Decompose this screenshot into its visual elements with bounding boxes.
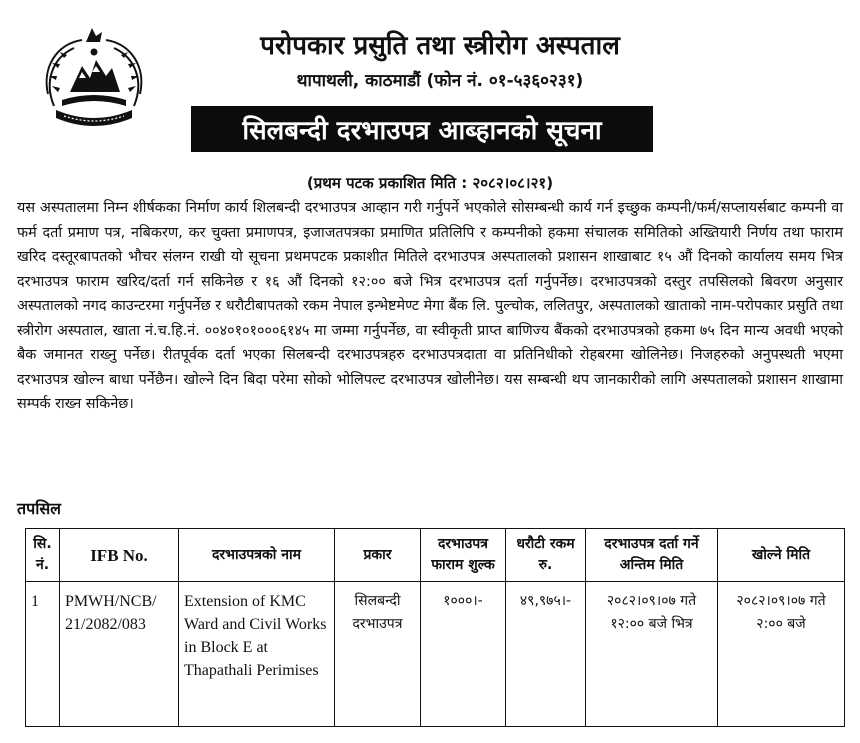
cell-form-fee: १०००।- (421, 582, 506, 727)
schedule-heading: तपसिल (17, 499, 62, 518)
cell-type: सिलबन्दी दरभाउपत्र (335, 582, 421, 727)
org-name: परोपकार प्रसुति तथा स्त्रीरोग अस्पताल (260, 31, 620, 61)
cell-ifb-no: PMWH/NCB/ 21/2082/083 (60, 582, 179, 727)
nepal-government-emblem-icon (34, 22, 154, 134)
cell-deposit: ४९,९७५।- (506, 582, 586, 727)
column-header-opening-date: खोल्ने मिति (718, 529, 845, 582)
cell-opening-date: २०८२।०९।०७ गते २:०० बजे (718, 582, 845, 727)
column-header-last-date: दरभाउपत्र दर्ता गर्ने अन्तिम मिति (586, 529, 718, 582)
column-header-ifb-no: IFB No. (60, 529, 179, 582)
column-header-sn: सि. नं. (26, 529, 60, 582)
column-header-type: प्रकार (335, 529, 421, 582)
table-row (26, 582, 845, 727)
org-address: थापाथली, काठमाडौं (फोन नं. ०१-५३६०२३१) (296, 71, 584, 91)
publication-date: (प्रथम पटक प्रकाशित मिति : २०८२।०८।२१) (306, 174, 554, 192)
notice-body: यस अस्पतालमा निम्न शीर्षकका निर्माण कार्य शिलबन्दी दरभाउपत्र आव्हान गरी गर्नुपर्ने भएकोले सोसम्बन्धी कार्य गर्न इच्छुक कम्पनी/फर्म/सप्लायर्सबाट कम्पनी वा फर्म दर्ता प्रमाण पत्र, नबिकरण, कर चुक्ता प्रमाणपत्र, इजाजतपत्रका प्रमाणित प्रतिलिपि र कम्पनीको हकमा संचालक समितिको अख्तियारी निर्णय तथा फाराम खरिद दस्तूरबापतको भौचर संलग्न राखी यो सूचना प्रथमपटक प्रकाशीत मितिले दरभाउपत्र अस्पतालको प्रशासन शाखाबाट १५ औं दिनको कार्यालय समय भित्र दरभाउपत्र फाराम खरिद/दर्ता गर्न सकिनेछ र १६ औं दिनको १२:०० बजे भित्र दरभाउपत्र दर्ता गर्नुपर्नेछ। दरभाउपत्रको दस्तुर तपसिलको बिवरण अनुसार अस्पतालको नगद काउन्टरमा गर्नुपर्नेछ र धरौटीबापतको रकम नेपाल इन्भेष्टमेण्ट मेगा बैंक लि. पुल्चोक, ललितपुर, अस्पतालको खाताको नाम-परोपकार प्रसुति तथा स्त्रीरोग अस्पताल, खाता नं.च.हि.नं. ००४०१०१०००६१४५ मा जम्मा गर्नुपर्नेछ, वा स्वीकृती प्राप्त बाणिज्य बैंकको दरभाउपत्रको हकमा ७५ दिन मान्य अवधी भएको बैक जमानत राख्नु पर्नेछ। रीतपूर्वक दर्ता भएका सिलबन्दी दरभाउपत्रहरु दरभाउपत्रदाता वा प्रतिनिधीको रोहबरमा खोलिनेछ। निजहरुको अनुपस्थती भएमा दरभाउपत्र खोल्न बाधा पर्नेछैन। खोल्ने दिन बिदा परेमा सोको भोलिपल्ट दरभाउपत्र खोलीनेछ। यस सम्बन्धी थप जानकारीको लागि अस्पतालको प्रशासन शाखामा सम्पर्क राख्न सकिनेछ। (17, 200, 843, 412)
cell-last-date: २०८२।०९।०७ गते १२:०० बजे भित्र (586, 582, 718, 727)
cell-tender-name: Extension of KMC Ward and Civil Works in Block E at Thapathali Perimises (179, 582, 335, 727)
column-header-form-fee: दरभाउपत्र फाराम शुल्क (421, 529, 506, 582)
table-header-row (26, 529, 845, 582)
column-header-deposit: धरौटी रकम रु. (506, 529, 586, 582)
tender-schedule-table (25, 528, 845, 727)
notice-title: सिलबन्दी दरभाउपत्र आब्हानको सूचना (191, 106, 653, 152)
column-header-tender-name: दरभाउपत्रको नाम (179, 529, 335, 582)
cell-sn: 1 (26, 582, 60, 727)
